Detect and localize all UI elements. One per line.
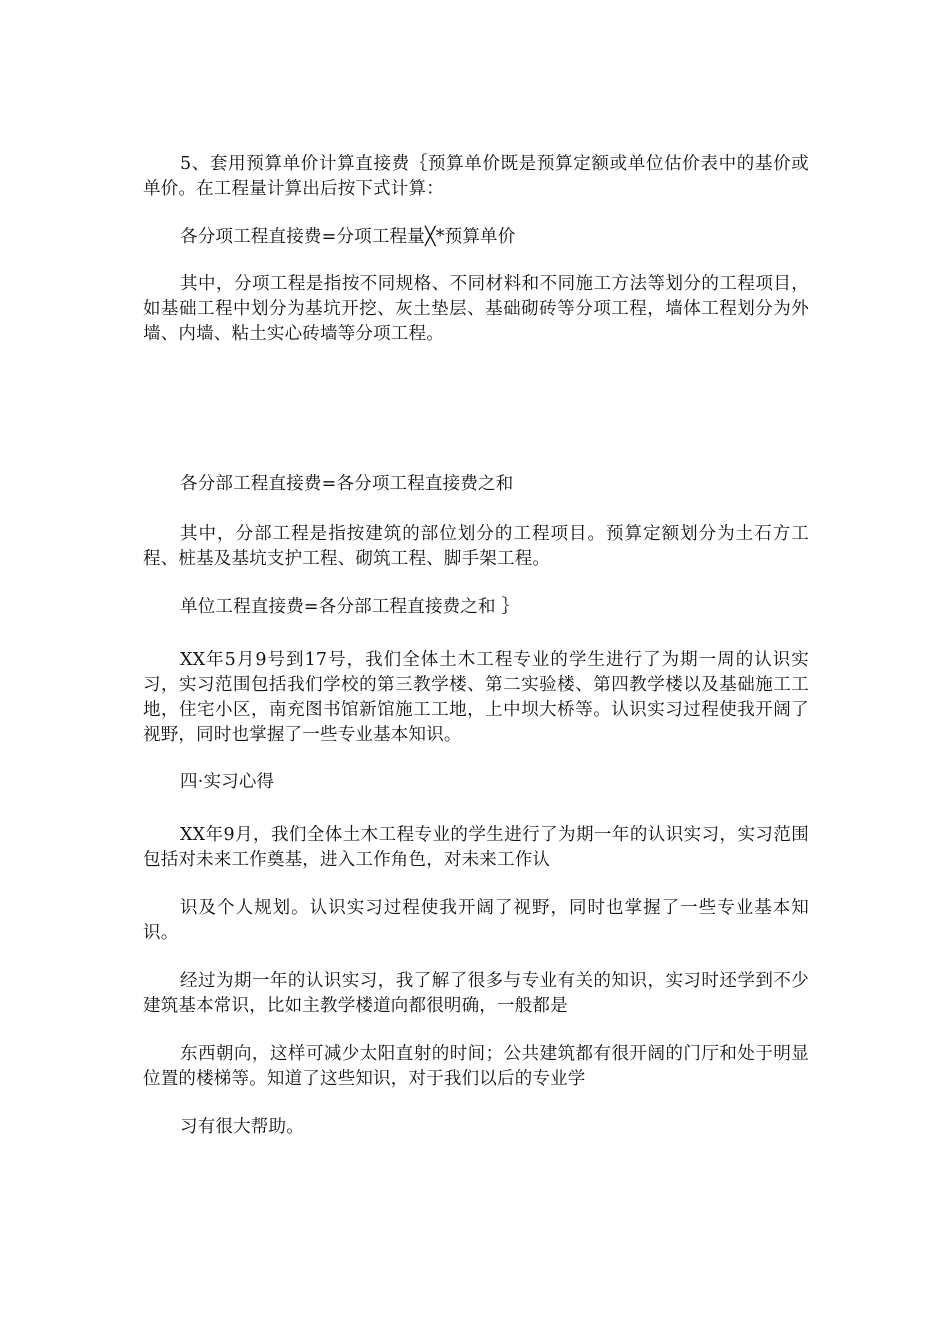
paragraph-knowledge-gained: 经过为期一年的认识实习，我了解了很多与专业有关的知识，实习时还学到不少建筑基本常识，比如主教学楼道向都很明确，一般都是 (143, 971, 809, 1016)
formula-division-direct-cost: 各分部工程直接费=各分项工程直接费之和 (180, 474, 514, 494)
paragraph-conclusion: 习有很大帮助。 (180, 1117, 304, 1137)
paragraph-building-orientation: 东西朝向，这样可减少太阳直射的时间；公共建筑都有很开阔的门厅和处于明显位置的楼梯等。知道了这些知识，对于我们以后的专业学 (143, 1044, 809, 1089)
paragraph-division-definition: 其中，分部工程是指按建筑的部位划分的工程项目。预算定额划分为土石方工程、桩基及基坑支护工程、砌筑工程、脚手架工程。 (143, 524, 809, 569)
paragraph-internship-week: XX年5月9号到17号，我们全体土木工程专业的学生进行了为期一周的认识实习，实习范围包括我们学校的第三教学楼、第二实验楼、第四教学楼以及基础施工工地，住宅小区，南充图书馆新馆施工工地，上中坝大桥等。认识实习过程使我开阔了视野，同时也掌握了一些专业基本知识。 (143, 650, 809, 745)
formula-unit-direct-cost: 单位工程直接费=各分部工程直接费之和 ｝ (180, 597, 520, 617)
paragraph-budget-unit-price: 5、套用预算单价计算直接费｛预算单价既是预算定额或单位估价表中的基价或单价。在工程量计算出后按下式计算： (143, 154, 809, 199)
paragraph-personal-planning: 识及个人规划。认识实习过程使我开阔了视野，同时也掌握了一些专业基本知识。 (143, 898, 809, 943)
formula-item-direct-cost: 各分项工程直接费=分项工程量╳*预算单价 (180, 227, 516, 247)
section-heading-internship-insights: 四·实习心得 (180, 772, 275, 792)
paragraph-item-definition: 其中，分项工程是指按不同规格、不同材料和不同施工方法等划分的工程项目，如基础工程中划分为基坑开挖、灰土垫层、基础砌砖等分项工程，墙体工程划分为外墙、内墙、粘土实心砖墙等分项工程。 (143, 274, 809, 344)
paragraph-internship-year: XX年9月，我们全体土木工程专业的学生进行了为期一年的认识实习，实习范围包括对未来工作奠基，进入工作角色，对未来工作认 (143, 825, 809, 870)
